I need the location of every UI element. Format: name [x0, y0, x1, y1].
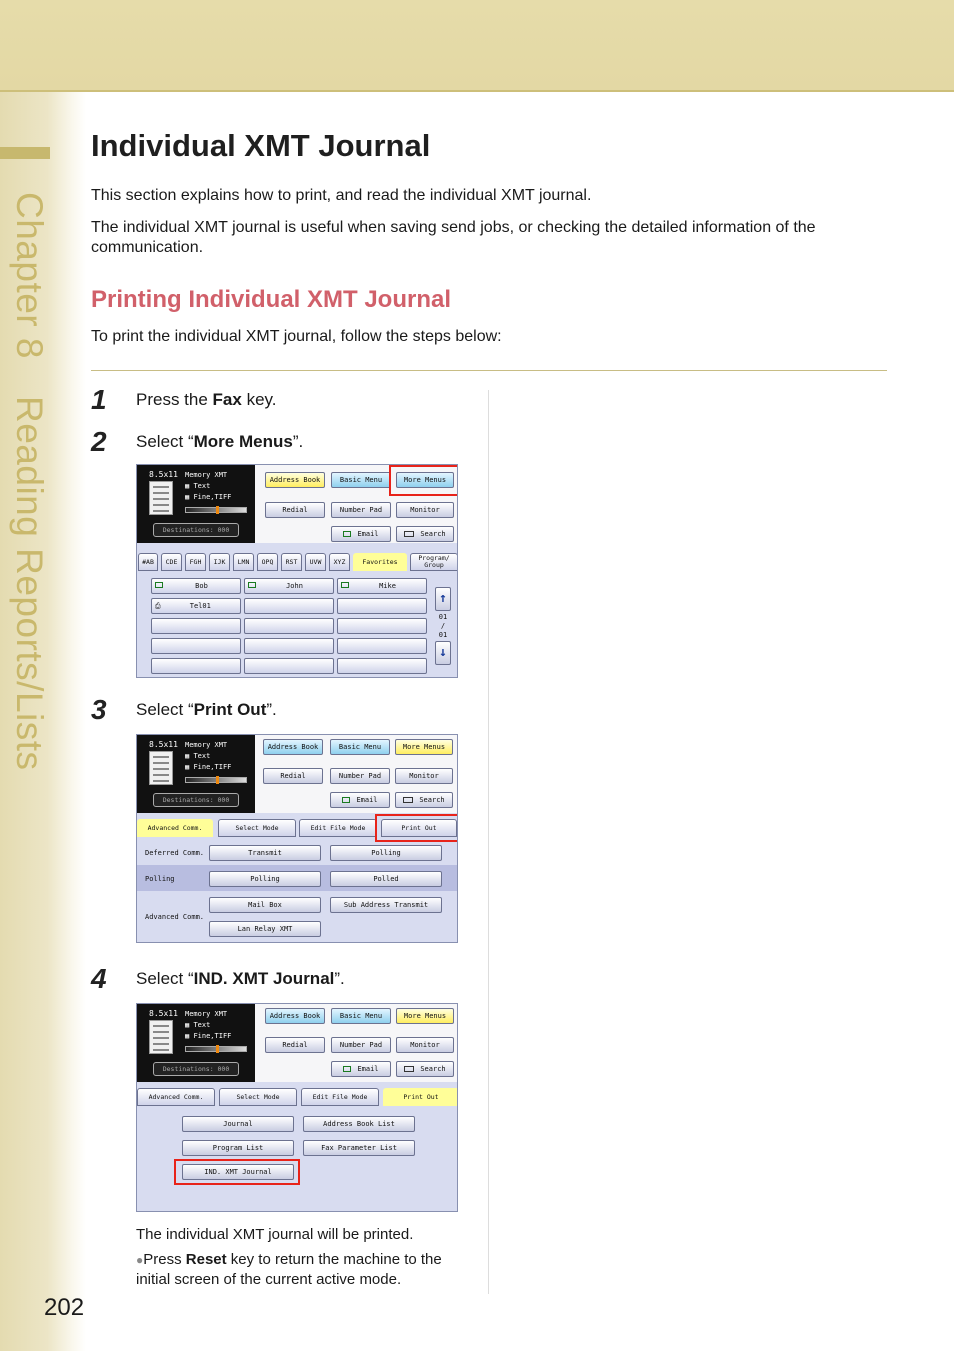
journal-button[interactable]: Journal	[182, 1116, 294, 1132]
document-icon	[149, 1020, 173, 1054]
polled-button[interactable]: Polled	[330, 871, 442, 887]
polling-label: Polling	[145, 875, 175, 883]
paper-size: 8.5x11	[149, 740, 178, 749]
scroll-down-icon[interactable]: ↓	[435, 641, 451, 665]
tab-select-mode[interactable]: Select Mode	[219, 1088, 297, 1106]
step-number: 4	[91, 963, 107, 994]
transmit-button[interactable]: Transmit	[209, 845, 321, 861]
advanced-comm-label: Advanced Comm.	[145, 913, 205, 921]
more-menus-button[interactable]: More Menus	[395, 739, 453, 755]
destination-empty[interactable]	[244, 618, 334, 634]
destination-empty[interactable]	[244, 638, 334, 654]
contrast-slider[interactable]	[185, 507, 247, 513]
search-button[interactable]: Search	[396, 526, 454, 542]
redial-button[interactable]: Redial	[263, 768, 323, 784]
chapter-title: Reading Reports/Lists	[9, 395, 50, 771]
highlight-ind-xmt-journal	[174, 1159, 300, 1185]
destinations-counter: Destinations: 000	[153, 793, 239, 807]
step-text: Select “More Menus”.	[136, 432, 304, 451]
scroll-up-icon[interactable]: ↑	[435, 587, 451, 611]
polling-button[interactable]: Polling	[330, 845, 442, 861]
column-divider	[488, 390, 489, 1294]
polling-mode-button[interactable]: Polling	[209, 871, 321, 887]
paper-size: 8.5x11	[149, 1009, 178, 1018]
destination-tel01[interactable]: ⎙ Tel01	[151, 598, 241, 614]
touch-panel-print-out	[136, 734, 458, 943]
envelope-icon	[248, 582, 256, 588]
step-number: 1	[91, 384, 107, 415]
page-indicator: 01 / 01	[438, 613, 448, 639]
panel-header	[137, 735, 458, 813]
email-button[interactable]: Email	[331, 1061, 391, 1077]
fax-parameter-list-button[interactable]: Fax Parameter List	[303, 1140, 415, 1156]
page-title: Individual XMT Journal	[91, 128, 431, 163]
number-pad-button[interactable]: Number Pad	[331, 502, 391, 518]
destination-empty[interactable]	[244, 598, 334, 614]
status-area	[137, 1004, 255, 1082]
tab-ab[interactable]: #AB	[138, 553, 158, 571]
page-number: 202	[44, 1294, 85, 1321]
more-menus-button[interactable]: More Menus	[396, 472, 454, 488]
basic-menu-button[interactable]: Basic Menu	[331, 1008, 391, 1024]
step-text: Select “Print Out”.	[136, 700, 277, 719]
tab-advanced-comm[interactable]: Advanced Comm.	[137, 819, 213, 837]
destination-empty[interactable]	[151, 638, 241, 654]
status-area	[137, 465, 255, 543]
monitor-button[interactable]: Monitor	[395, 768, 453, 784]
tab-edit-file-mode[interactable]: Edit File Mode	[299, 819, 377, 837]
mail-box-button[interactable]: Mail Box	[209, 897, 321, 913]
address-book-list-button[interactable]: Address Book List	[303, 1116, 415, 1132]
destination-empty[interactable]	[337, 638, 427, 654]
highlight-more-menus	[389, 465, 458, 496]
envelope-icon	[341, 582, 349, 588]
destination-empty[interactable]	[337, 598, 427, 614]
destination-empty[interactable]	[151, 658, 241, 674]
ind-xmt-journal-button[interactable]: IND. XMT Journal	[182, 1164, 294, 1180]
tab-print-out[interactable]: Print Out	[381, 819, 457, 837]
redial-button[interactable]: Redial	[265, 502, 325, 518]
lan-relay-xmt-button[interactable]: Lan Relay XMT	[209, 921, 321, 937]
step-text: Press the Fax key.	[136, 390, 277, 409]
address-book-button[interactable]: Address Book	[263, 739, 323, 755]
search-button[interactable]: Search	[395, 792, 453, 808]
chapter-label	[8, 192, 50, 770]
book-icon	[403, 797, 413, 803]
step-number: 3	[91, 694, 107, 725]
destination-john[interactable]: John	[244, 578, 334, 594]
destination-empty[interactable]	[337, 618, 427, 634]
document-icon	[149, 481, 173, 515]
more-menus-button[interactable]: More Menus	[396, 1008, 454, 1024]
destination-bob[interactable]: Bob	[151, 578, 241, 594]
monitor-button[interactable]: Monitor	[396, 1037, 454, 1053]
program-list-button[interactable]: Program List	[182, 1140, 294, 1156]
tab-rst[interactable]: RST	[281, 553, 302, 571]
contrast-slider[interactable]	[185, 777, 247, 783]
tab-favorites[interactable]: Favorites	[353, 553, 407, 571]
destination-empty[interactable]	[151, 618, 241, 634]
status-area	[137, 735, 255, 813]
tab-program-group[interactable]: Program/ Group	[410, 553, 458, 571]
tab-select-mode[interactable]: Select Mode	[218, 819, 296, 837]
envelope-icon	[155, 582, 163, 588]
contrast-slider[interactable]	[185, 1046, 247, 1052]
step-number: 2	[91, 426, 107, 457]
redial-button[interactable]: Redial	[265, 1037, 325, 1053]
envelope-icon	[342, 797, 350, 803]
mode-info: Memory XMT ▦ Text ▦ Fine,TIFF	[185, 741, 232, 771]
address-book-button[interactable]: Address Book	[265, 472, 325, 488]
tab-fgh[interactable]: FGH	[185, 553, 206, 571]
highlight-print-out	[375, 814, 458, 842]
mode-info: Memory XMT ▦ Text ▦ Fine,TIFF	[185, 1010, 232, 1040]
touch-panel-reports	[136, 1003, 458, 1212]
mode-info: Memory XMT ▦ Text ▦ Fine,TIFF	[185, 471, 232, 501]
tab-lmn[interactable]: LMN	[233, 553, 254, 571]
touch-panel-more-menus	[136, 464, 458, 678]
destination-mike[interactable]: Mike	[337, 578, 427, 594]
reset-note: ●Press Reset key to return the machine to the initial screen of the current active mode.	[136, 1251, 442, 1288]
chapter-number: Chapter 8	[9, 192, 50, 359]
tab-ijk[interactable]: IJK	[209, 553, 230, 571]
bullet-icon: ●	[136, 1253, 144, 1267]
email-button[interactable]: Email	[330, 792, 390, 808]
tab-xyz[interactable]: XYZ	[329, 553, 350, 571]
step-text: Select “IND. XMT Journal”.	[136, 969, 345, 988]
deferred-comm-label: Deferred Comm.	[145, 849, 205, 857]
section-divider	[91, 370, 887, 371]
tab-cde[interactable]: CDE	[161, 553, 182, 571]
book-icon	[404, 531, 414, 537]
sub-address-transmit-button[interactable]: Sub Address Transmit	[330, 897, 442, 913]
basic-menu-button[interactable]: Basic Menu	[331, 472, 391, 488]
page-header-band	[0, 0, 954, 92]
envelope-icon	[343, 531, 351, 537]
number-pad-button[interactable]: Number Pad	[330, 768, 390, 784]
tab-print-out[interactable]: Print Out	[383, 1088, 458, 1106]
destination-empty[interactable]	[337, 658, 427, 674]
number-pad-button[interactable]: Number Pad	[331, 1037, 391, 1053]
destination-empty[interactable]	[244, 658, 334, 674]
tab-uvw[interactable]: UVW	[305, 553, 326, 571]
document-icon	[149, 751, 173, 785]
intro-paragraph-1: This section explains how to print, and read the individual XMT journal.	[91, 187, 592, 204]
book-icon	[404, 1066, 414, 1072]
destinations-counter: Destinations: 000	[153, 1062, 239, 1076]
panel-header	[137, 1004, 458, 1082]
destinations-counter: Destinations: 000	[153, 523, 239, 537]
basic-menu-button[interactable]: Basic Menu	[330, 739, 390, 755]
fax-icon: ⎙	[155, 602, 161, 610]
intro-paragraph-2: The individual XMT journal is useful when saving send jobs, or checking the detailed information of the communication.	[91, 219, 816, 256]
paper-size: 8.5x11	[149, 470, 178, 479]
section-intro: To print the individual XMT journal, follow the steps below:	[91, 328, 502, 345]
section-title: Printing Individual XMT Journal	[91, 286, 452, 313]
monitor-button[interactable]: Monitor	[396, 502, 454, 518]
search-button[interactable]: Search	[396, 1061, 454, 1077]
tab-advanced-comm[interactable]: Advanced Comm.	[137, 1088, 215, 1106]
result-note: The individual XMT journal will be printed.	[136, 1226, 414, 1243]
tab-opq[interactable]: OPQ	[257, 553, 278, 571]
email-button[interactable]: Email	[331, 526, 391, 542]
address-book-button[interactable]: Address Book	[265, 1008, 325, 1024]
tab-edit-file-mode[interactable]: Edit File Mode	[301, 1088, 379, 1106]
chapter-marker	[0, 147, 50, 159]
envelope-icon	[343, 1066, 351, 1072]
